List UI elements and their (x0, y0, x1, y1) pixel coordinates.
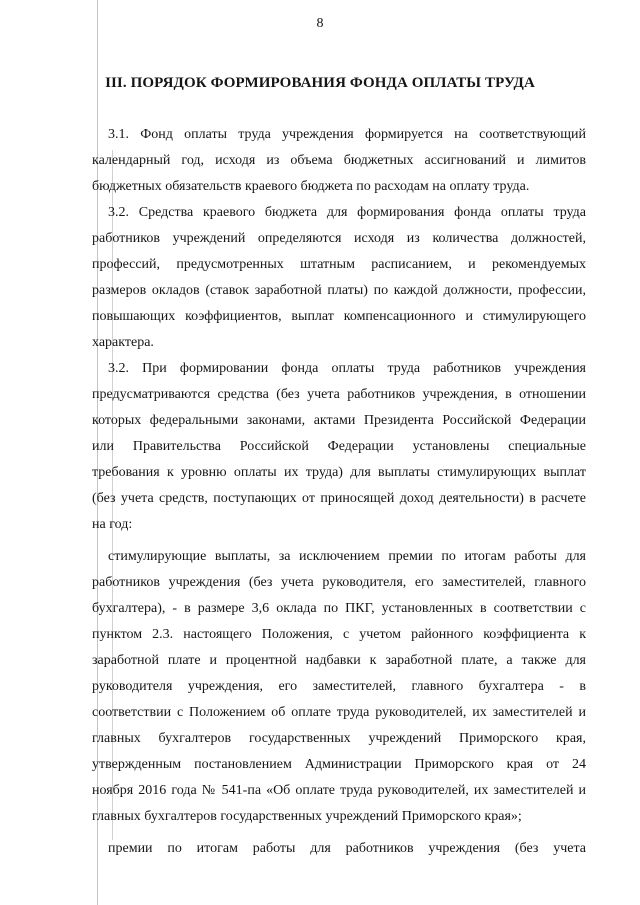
page-number: 8 (316, 16, 324, 31)
text-line: главных бухгалтеров государственных учреждений Приморского края, (92, 731, 586, 746)
text-line: календарный год, исходя из объема бюджетных ассигнований и лимитов (92, 153, 586, 168)
paragraph-p-prem (92, 836, 586, 862)
text-line: характера. (92, 335, 154, 350)
text-line: 3.2. При формировании фонда оплаты труда работников учреждения (108, 361, 586, 376)
text-line: соответствии с Положением об оплате труда руководителей, их заместителей и (92, 705, 586, 720)
text-line: которых федеральными законами, актами Президента Российской Федерации (92, 413, 586, 428)
text-line: работников учреждений определяются исходя из количества должностей, (92, 231, 586, 246)
text-line: работников учреждения (без учета руководителя, его заместителей, главного (92, 575, 586, 590)
text-line: предусматриваются средства (без учета работников учреждения, в отношении (92, 387, 586, 402)
text-line: или Правительства Российской Федерации установлены специальные (92, 439, 586, 454)
text-line: размеров окладов (ставок заработной платы) по каждой должности, профессии, (92, 283, 586, 298)
paragraph-p-stim (92, 544, 586, 830)
text-line: ноября 2016 года № 541-па «Об оплате труда руководителей, их заместителей и (92, 783, 586, 798)
section-heading: III. ПОРЯДОК ФОРМИРОВАНИЯ ФОНДА ОПЛАТЫ ТРУДА (105, 75, 535, 91)
paragraph-p-3-2-a (92, 200, 586, 356)
paragraph-p-3-2-b (92, 356, 586, 538)
text-line: 3.1. Фонд оплаты труда учреждения формируется на соответствующий (108, 127, 586, 142)
text-line: бюджетных обязательств краевого бюджета по расходам на оплату труда. (92, 179, 530, 194)
text-line: (без учета средств, поступающих от приносящей доход деятельности) в расчете (92, 491, 586, 506)
text-line: заработной плате и процентной надбавки к заработной плате, а также для (92, 653, 586, 668)
text-line: бухгалтера), - в размере 3,6 оклада по ПКГ, установленных в соответствии с (92, 601, 586, 616)
text-line: премии по итогам работы для работников учреждения (без учета (108, 841, 586, 856)
text-line: руководителя учреждения, его заместителей, главного бухгалтера - в (92, 679, 586, 694)
text-line: повышающих коэффициентов, выплат компенсационного и стимулирующего (92, 309, 586, 324)
text-line: 3.2. Средства краевого бюджета для формирования фонда оплаты труда (108, 205, 586, 220)
text-line: требования к уровню оплаты их труда) для выплаты стимулирующих выплат (92, 465, 586, 480)
text-line: пунктом 2.3. настоящего Положения, с учетом районного коэффициента к (92, 627, 586, 642)
paragraph-p-3-1 (92, 122, 586, 200)
text-line: на год: (92, 517, 133, 532)
text-line: утвержденным постановлением Администрации Приморского края от 24 (92, 757, 586, 772)
text-line: профессий, предусмотренных штатным расписанием, и рекомендуемых (92, 257, 586, 272)
document-body (92, 122, 586, 862)
text-line: главных бухгалтеров государственных учреждений Приморского края»; (92, 809, 522, 824)
text-line: стимулирующие выплаты, за исключением премии по итогам работы для (108, 549, 586, 564)
